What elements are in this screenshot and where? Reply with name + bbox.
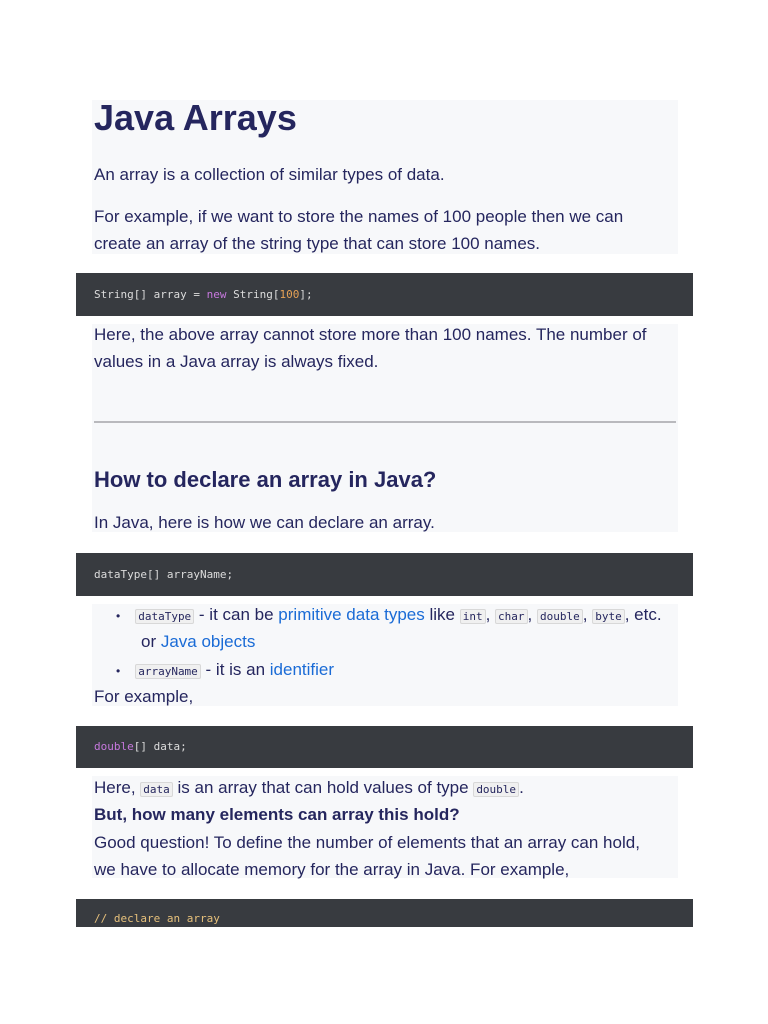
code-text: [] data; [133, 740, 187, 753]
intro-paragraph: An array is a collection of similar types of data. [94, 165, 445, 184]
list-text: , etc. [624, 605, 662, 624]
inline-code: int [460, 609, 486, 624]
list-text: - it is an [200, 660, 270, 679]
text: . [519, 778, 524, 797]
list-text: or [141, 632, 161, 651]
example-paragraph-line-2: create an array of the string type that can store 100 names. [94, 234, 541, 253]
list-item [116, 601, 662, 630]
list-item [116, 656, 334, 685]
fixed-size-paragraph-line-1: Here, the above array cannot store more than 100 names. The number of [94, 325, 647, 344]
code-block-declaration[interactable] [76, 553, 693, 596]
inline-code: byte [592, 609, 625, 624]
list-item-continuation [141, 628, 255, 655]
code-keyword: double [94, 740, 134, 753]
list-separator: , [485, 605, 496, 624]
list-text: like [424, 605, 460, 624]
example-paragraph-line-1: For example, if we want to store the names of 100 people then we can [94, 207, 624, 226]
declare-intro-paragraph: In Java, here is how we can declare an array. [94, 513, 435, 532]
inline-code: double [473, 782, 519, 797]
list-text: - it can be [194, 605, 279, 624]
fixed-size-paragraph-line-2: values in a Java array is always fixed. [94, 352, 379, 371]
inline-code: double [537, 609, 583, 624]
answer-line-1: Good question! To define the number of elements that an array can hold, [94, 833, 640, 852]
answer-line-2: we have to allocate memory for the array in Java. For example, [94, 860, 570, 879]
data-explanation [94, 774, 524, 803]
inline-code: arrayName [135, 664, 201, 679]
text: is an array that can hold values of type [172, 778, 474, 797]
code-text: ]; [299, 288, 313, 301]
code-keyword: new [206, 288, 227, 301]
code-number: 100 [279, 288, 300, 301]
section-divider [94, 421, 676, 423]
question-text: But, how many elements can array this hold? [94, 805, 460, 824]
code-comment: // declare an array [94, 912, 220, 925]
text: Here, [94, 778, 141, 797]
code-text: String[] array = [94, 288, 207, 301]
code-text: dataType[] arrayName; [94, 568, 234, 581]
inline-code: dataType [135, 609, 194, 624]
inline-code: data [140, 782, 173, 797]
bullet-marker: • [116, 664, 121, 678]
primitive-data-types-link[interactable]: primitive data types [278, 605, 425, 624]
java-objects-link[interactable]: Java objects [160, 632, 256, 651]
code-block-double-data[interactable] [76, 726, 693, 768]
identifier-link[interactable]: identifier [269, 660, 335, 679]
code-block-string-array[interactable] [76, 273, 693, 316]
bullet-marker: • [116, 609, 121, 623]
section-heading: How to declare an array in Java? [94, 467, 437, 492]
inline-code: char [495, 609, 528, 624]
code-text: String[ [226, 288, 280, 301]
for-example-text: For example, [94, 687, 194, 706]
list-separator: , [582, 605, 593, 624]
list-separator: , [527, 605, 537, 624]
page-title: Java Arrays [94, 97, 297, 138]
code-block-declare-array[interactable] [76, 899, 693, 927]
